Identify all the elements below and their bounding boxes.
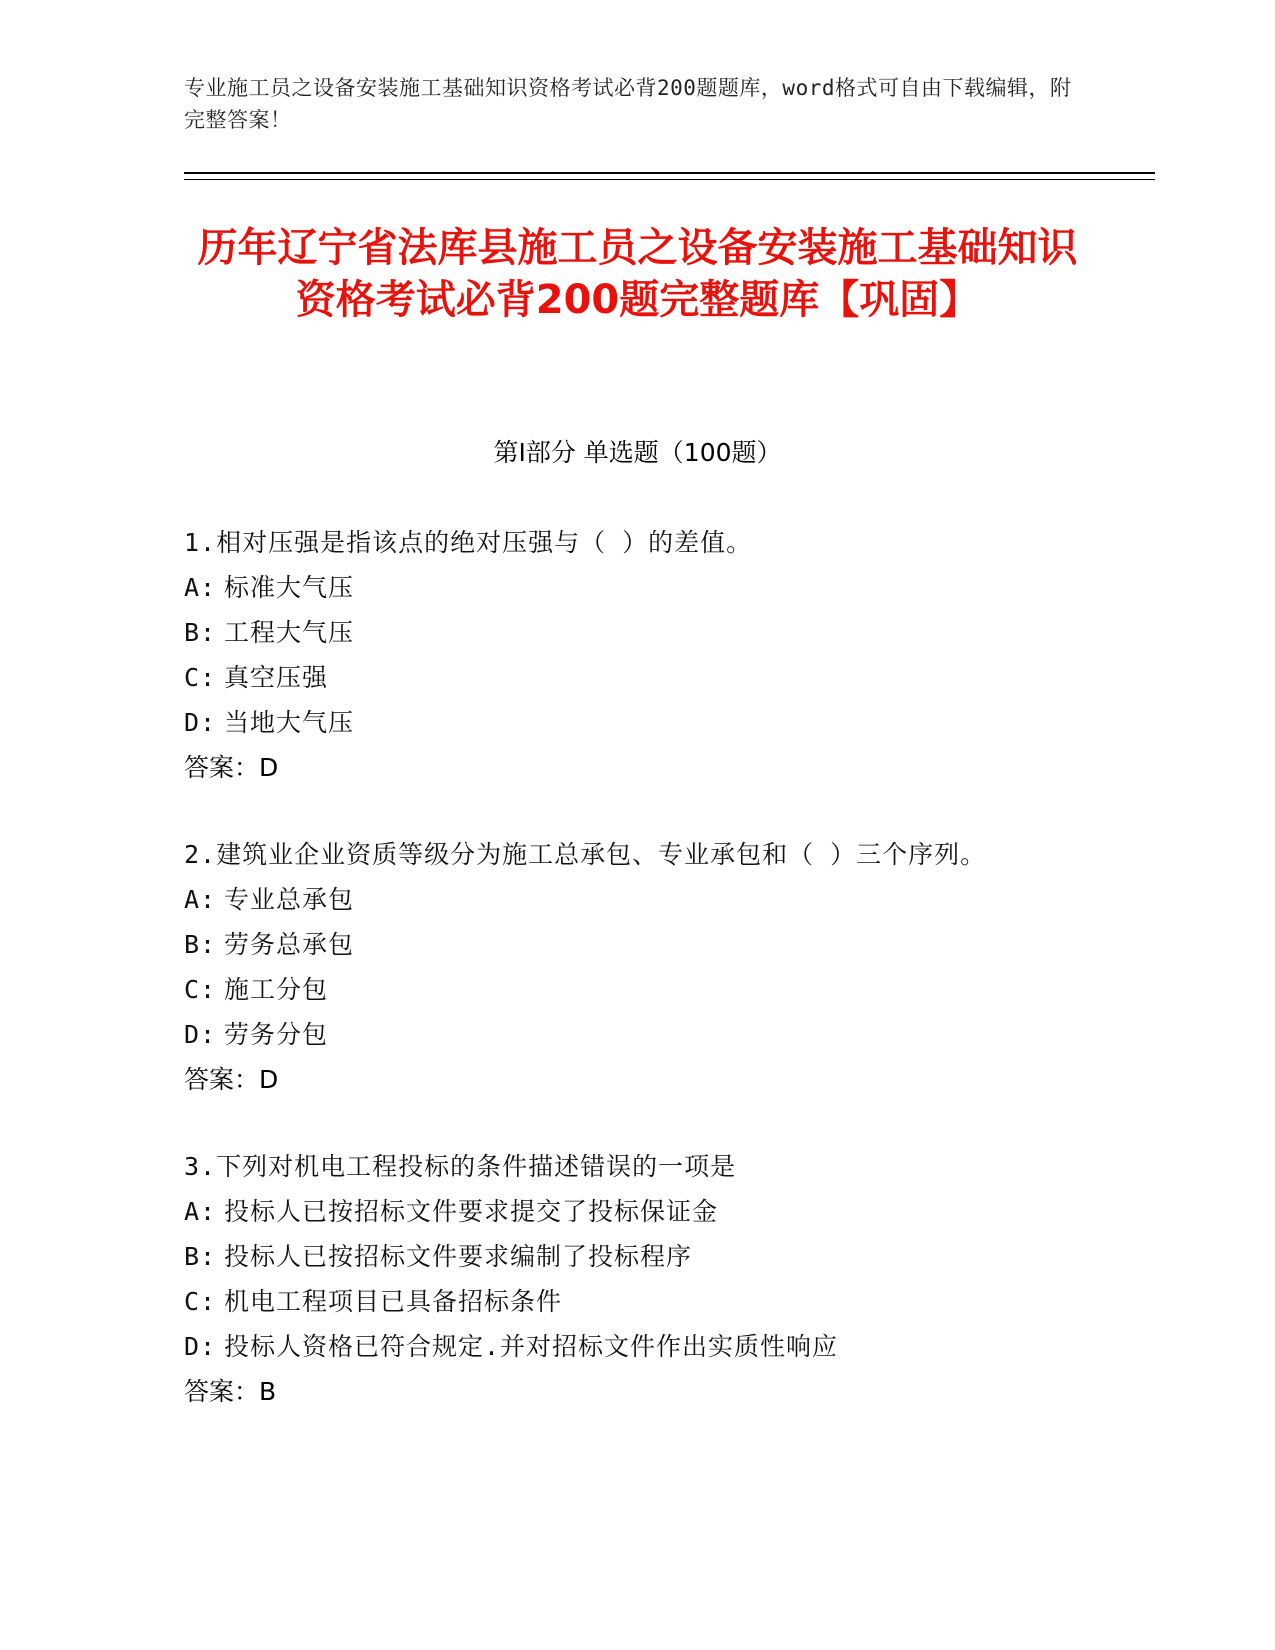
option-letter: D:: [184, 708, 217, 737]
option-text: 投标人已按招标文件要求编制了投标程序: [224, 1242, 693, 1271]
option-c: [184, 967, 1144, 1012]
option-text: 投标人资格已符合规定.并对招标文件作出实质性响应: [224, 1332, 839, 1361]
option-letter: A:: [184, 885, 217, 914]
question-stem: 2.建筑业企业资质等级分为施工总承包、专业承包和（ ）三个序列。: [184, 840, 987, 869]
option-d: [184, 1012, 1144, 1057]
option-c: [184, 1279, 1144, 1324]
option-text: 机电工程项目已具备招标条件: [224, 1287, 563, 1316]
option-letter: A:: [184, 1197, 217, 1226]
option-text: 劳务分包: [224, 1020, 329, 1049]
option-text: 劳务总承包: [224, 930, 355, 959]
option-letter: D:: [184, 1020, 217, 1049]
option-text: 真空压强: [224, 663, 329, 692]
option-d: [184, 700, 1144, 745]
option-letter: B:: [184, 618, 217, 647]
option-letter: C:: [184, 663, 217, 692]
question-stem: 3.下列对机电工程投标的条件描述错误的一项是: [184, 1152, 737, 1181]
question-list: [184, 520, 1144, 1456]
question-3: [184, 1144, 1144, 1414]
option-b: [184, 922, 1144, 967]
question-1: [184, 520, 1144, 790]
option-text: 施工分包: [224, 975, 329, 1004]
option-c: [184, 655, 1144, 700]
option-b: [184, 610, 1144, 655]
option-d: [184, 1324, 1144, 1369]
option-a: [184, 565, 1144, 610]
header-rule-thin: [184, 179, 1155, 180]
option-a: [184, 877, 1144, 922]
section-heading: 第Ⅰ部分 单选题（100题）: [493, 438, 782, 467]
option-text: 专业总承包: [224, 885, 355, 914]
header-rule-thick: [184, 172, 1155, 174]
option-letter: C:: [184, 1287, 217, 1316]
answer-line: 答案：D: [184, 753, 279, 782]
option-text: 当地大气压: [224, 708, 355, 737]
option-text: 工程大气压: [224, 618, 355, 647]
option-text: 投标人已按招标文件要求提交了投标保证金: [224, 1197, 719, 1226]
question-stem: 1.相对压强是指该点的绝对压强与（ ）的差值。: [184, 528, 753, 557]
answer-line: 答案：B: [184, 1377, 277, 1406]
option-text: 标准大气压: [224, 573, 355, 602]
option-letter: C:: [184, 975, 217, 1004]
option-letter: B:: [184, 930, 217, 959]
option-a: [184, 1189, 1144, 1234]
option-letter: D:: [184, 1332, 217, 1361]
option-b: [184, 1234, 1144, 1279]
header-note: 专业施工员之设备安装施工基础知识资格考试必背200题题库，word格式可自由下载编辑，附完整答案！: [184, 76, 1072, 132]
answer-line: 答案：D: [184, 1065, 279, 1094]
option-letter: B:: [184, 1242, 217, 1271]
option-letter: A:: [184, 573, 217, 602]
document-title: 历年辽宁省法库县施工员之设备安装施工基础知识资格考试必背200题完整题库【巩固】: [197, 225, 1078, 323]
question-2: [184, 832, 1144, 1102]
